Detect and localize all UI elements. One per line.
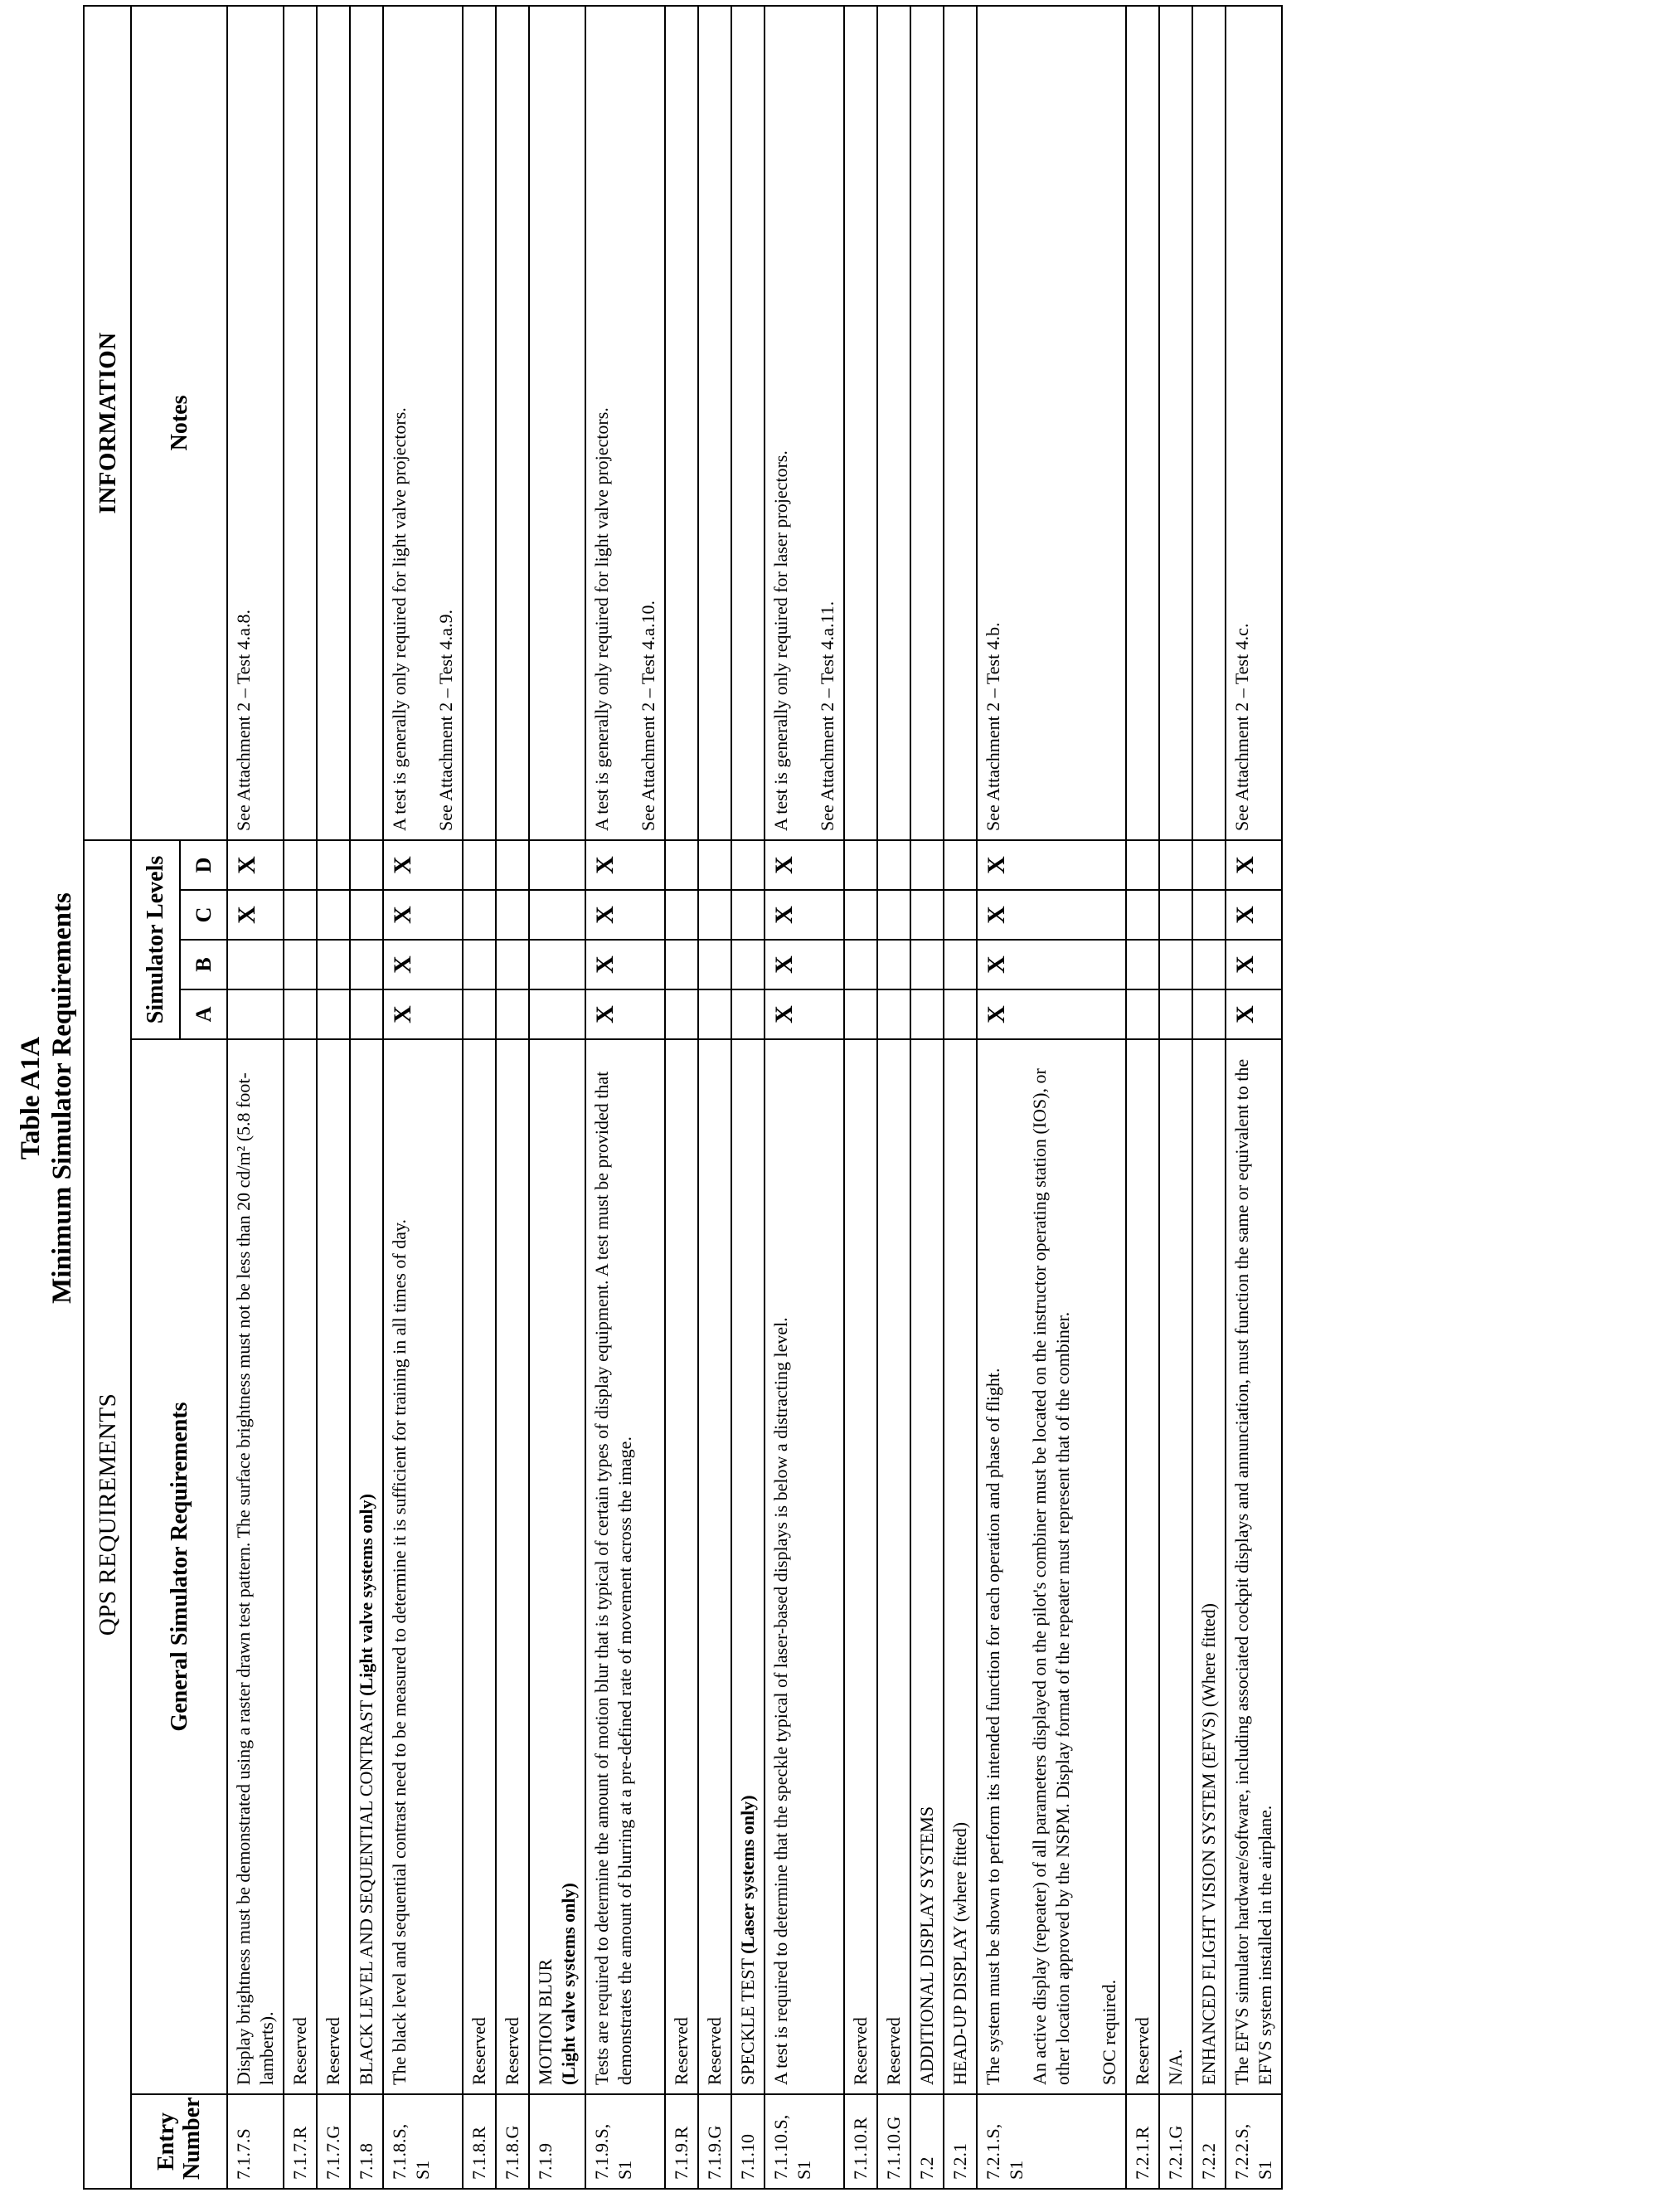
table-row: [529, 6, 585, 2189]
level-c-mark: X: [1226, 890, 1282, 940]
table-row: [227, 6, 284, 2189]
level-c-mark: [1192, 890, 1226, 940]
requirement-cell: [944, 1039, 977, 2094]
level-c-mark: X: [383, 890, 463, 940]
requirement-text: Reserved: [323, 2017, 343, 2085]
table-subtitle: Minimum Simulator Requirements: [47, 892, 77, 1304]
table-row: [910, 6, 944, 2189]
title-block: [13, 7, 78, 2190]
requirement-cell: [585, 1039, 665, 2094]
general-requirements-header: General Simulator Requirements: [131, 1039, 227, 2094]
level-c-mark: X: [765, 890, 844, 940]
level-b-mark: [665, 940, 698, 989]
simulator-levels-header: Simulator Levels: [131, 840, 180, 1039]
notes-cell: [463, 6, 496, 840]
level-a-mark: [1126, 989, 1159, 1039]
requirement-cell: [350, 1039, 383, 2094]
requirement-cell: [529, 1039, 585, 2094]
table-row: [731, 6, 765, 2189]
level-d-mark: [944, 840, 977, 890]
level-b-mark: [910, 940, 944, 989]
table-row: [977, 6, 1126, 2189]
notes-text: A test is generally only required for light valve projectors.: [591, 407, 612, 831]
entry-number-cell: 7.2: [910, 2094, 944, 2189]
level-d-mark: [1192, 840, 1226, 890]
requirement-cell: [1159, 1039, 1192, 2094]
notes-text: A test is generally only required for laser projectors.: [770, 450, 791, 831]
notes-cell: [1226, 6, 1282, 840]
entry-number-cell: 7.1.8.R: [463, 2094, 496, 2189]
level-d-mark: X: [585, 840, 665, 890]
requirement-cell: [731, 1039, 765, 2094]
level-c-mark: [1159, 890, 1192, 940]
requirement-cell: [284, 1039, 317, 2094]
level-b-mark: X: [765, 940, 844, 989]
level-b-mark: X: [977, 940, 1126, 989]
entry-number-cell: 7.1.10: [731, 2094, 765, 2189]
requirement-text: SOC required.: [1099, 1979, 1119, 2085]
level-d-mark: [284, 840, 317, 890]
entry-number-cell: 7.1.7.R: [284, 2094, 317, 2189]
level-c-mark: [910, 890, 944, 940]
level-c-mark: [284, 890, 317, 940]
table-row: [284, 6, 317, 2189]
entry-number-cell: 7.1.8.S, S1: [383, 2094, 463, 2189]
requirement-text: The system must be shown to perform its intended function for each operation and phase of flight.: [983, 1368, 1003, 2085]
qps-requirements-header: QPS REQUIREMENTS: [84, 840, 131, 2189]
level-d-mark: [844, 840, 877, 890]
level-a-mark: [227, 989, 284, 1039]
notes-cell: [944, 6, 977, 840]
level-d-mark: [350, 840, 383, 890]
level-d-mark: [877, 840, 910, 890]
level-d-mark: [910, 840, 944, 890]
level-c-mark: [944, 890, 977, 940]
entry-number-cell: 7.1.9: [529, 2094, 585, 2189]
table-title: Table A1A: [16, 1036, 46, 1160]
requirement-text: A test is required to determine that the speckle typical of laser-based displays is below a distracting level.: [770, 1317, 791, 2085]
requirement-cell: [765, 1039, 844, 2094]
entry-number-cell: 7.1.7.G: [317, 2094, 350, 2189]
level-c-mark: [463, 890, 496, 940]
requirement-text: The EFVS simulator hardware/software, including associated cockpit displays and annunciation, must function the same or equivalent to the EFVS system installed in the airplane.: [1231, 1058, 1275, 2085]
table-row: [844, 6, 877, 2189]
level-b-mark: [350, 940, 383, 989]
notes-cell: [496, 6, 529, 840]
level-a-mark: [529, 989, 585, 1039]
table-row: [463, 6, 496, 2189]
table-row: [496, 6, 529, 2189]
level-b-mark: X: [383, 940, 463, 989]
level-a-mark: [731, 989, 765, 1039]
level-b-mark: X: [585, 940, 665, 989]
requirement-text: (Light valve systems only): [558, 1883, 579, 2085]
level-c-mark: [844, 890, 877, 940]
bold-qualifier: (Laser systems only): [737, 1795, 758, 1954]
level-b-mark: X: [1226, 940, 1282, 989]
notes-text: See Attachment 2 – Test 4.a.8.: [233, 610, 254, 831]
level-b-mark: [731, 940, 765, 989]
notes-text: See Attachment 2 – Test 4.a.11.: [817, 600, 837, 831]
level-a-mark: X: [585, 989, 665, 1039]
entry-number-cell: 7.2.2: [1192, 2094, 1226, 2189]
level-c-mark: [665, 890, 698, 940]
level-b-mark: [317, 940, 350, 989]
notes-text: See Attachment 2 – Test 4.c.: [1231, 623, 1252, 831]
level-c-mark: [877, 890, 910, 940]
requirement-cell: [1126, 1039, 1159, 2094]
table-row: [1192, 6, 1226, 2189]
header-row-top: [84, 6, 131, 2189]
requirement-text: Reserved: [502, 2017, 522, 2085]
notes-text: See Attachment 2 – Test 4.a.9.: [435, 610, 456, 831]
requirement-text: Reserved: [468, 2017, 489, 2085]
level-c-mark: [1126, 890, 1159, 940]
requirement-cell: [844, 1039, 877, 2094]
requirement-text: Reserved: [883, 2017, 904, 2085]
requirement-cell: [496, 1039, 529, 2094]
requirement-cell: [877, 1039, 910, 2094]
level-c-mark: [698, 890, 731, 940]
notes-header: Notes: [131, 6, 227, 840]
level-a-mark: X: [1226, 989, 1282, 1039]
level-d-mark: [1126, 840, 1159, 890]
level-a-mark: [910, 989, 944, 1039]
level-d-mark: X: [765, 840, 844, 890]
requirement-text: An active display (repeater) of all parameters displayed on the pilot's combiner must be located on the instructor operating station (IOS), or other location approved by the NSPM. Display format of the repeater must represent that of the combiner.: [1029, 1068, 1073, 2085]
requirement-cell: [698, 1039, 731, 2094]
level-c-mark: [317, 890, 350, 940]
level-b-mark: [529, 940, 585, 989]
level-b-mark: [1192, 940, 1226, 989]
notes-cell: [665, 6, 698, 840]
level-c-mark: X: [977, 890, 1126, 940]
requirement-cell: [317, 1039, 350, 2094]
level-a-mark: [350, 989, 383, 1039]
level-c-mark: X: [227, 890, 284, 940]
entry-number-cell: 7.1.9.R: [665, 2094, 698, 2189]
entry-number-cell: 7.1.9.G: [698, 2094, 731, 2189]
level-a-mark: [317, 989, 350, 1039]
notes-text: See Attachment 2 – Test 4.a.10.: [638, 600, 658, 831]
bold-qualifier: (Light valve systems only): [356, 1494, 376, 1696]
entry-number-cell: 7.1.7.S: [227, 2094, 284, 2189]
entry-number-cell: 7.2.2.S, S1: [1226, 2094, 1282, 2189]
requirement-text: ENHANCED FLIGHT VISION SYSTEM (EFVS) (Where fitted): [1198, 1603, 1219, 2085]
table-row: [765, 6, 844, 2189]
requirement-text: N/A.: [1165, 2049, 1186, 2085]
level-d-mark: [463, 840, 496, 890]
level-a-mark: [698, 989, 731, 1039]
level-d-mark: [1159, 840, 1192, 890]
entry-number-cell: 7.1.8: [350, 2094, 383, 2189]
level-a-mark: [496, 989, 529, 1039]
level-b-mark: [1159, 940, 1192, 989]
level-d-mark: [698, 840, 731, 890]
level-d-mark: X: [1226, 840, 1282, 890]
level-b-mark: [463, 940, 496, 989]
table-row: [350, 6, 383, 2189]
requirements-table: [83, 5, 1283, 2190]
entry-number-cell: 7.2.1.S, S1: [977, 2094, 1126, 2189]
level-a-mark: X: [977, 989, 1126, 1039]
requirement-text: ADDITIONAL DISPLAY SYSTEMS: [916, 1806, 937, 2085]
entry-number-header: Entry Number: [131, 2094, 227, 2189]
level-a-mark: [665, 989, 698, 1039]
entry-number-cell: 7.2.1: [944, 2094, 977, 2189]
rotated-table-sheet: [16, 7, 1645, 2190]
requirement-cell: [665, 1039, 698, 2094]
requirement-cell: [977, 1039, 1126, 2094]
level-b-mark: [698, 940, 731, 989]
level-a-mark: [1192, 989, 1226, 1039]
level-a-mark: X: [383, 989, 463, 1039]
requirement-text: Display brightness must be demonstrated using a raster drawn test pattern. The surface brightness must not be less than 20 cd/m² (5.8 foot-lamberts).: [233, 1072, 277, 2085]
requirement-text: SPECKLE TEST (Laser systems only): [737, 1795, 758, 2085]
level-a-header: A: [180, 989, 227, 1039]
requirement-text: Reserved: [289, 2017, 310, 2085]
notes-cell: [227, 6, 284, 840]
level-b-mark: [284, 940, 317, 989]
level-d-mark: X: [227, 840, 284, 890]
table-row: [944, 6, 977, 2189]
level-a-mark: [284, 989, 317, 1039]
level-c-mark: [529, 890, 585, 940]
notes-cell: [698, 6, 731, 840]
requirement-cell: [1226, 1039, 1282, 2094]
table-row: [1226, 6, 1282, 2189]
notes-cell: [977, 6, 1126, 840]
notes-cell: [317, 6, 350, 840]
requirement-cell: [910, 1039, 944, 2094]
notes-cell: [284, 6, 317, 840]
level-d-mark: [317, 840, 350, 890]
entry-number-cell: 7.1.8.G: [496, 2094, 529, 2189]
level-b-mark: [877, 940, 910, 989]
level-c-mark: [350, 890, 383, 940]
table-body: [227, 6, 1282, 2189]
notes-text: See Attachment 2 – Test 4.b.: [983, 622, 1003, 831]
level-a-mark: [844, 989, 877, 1039]
level-d-mark: X: [383, 840, 463, 890]
table-row: [383, 6, 463, 2189]
level-b-header: B: [180, 940, 227, 989]
level-d-mark: [731, 840, 765, 890]
table-row: [877, 6, 910, 2189]
requirement-text: Reserved: [704, 2017, 725, 2085]
level-d-header: D: [180, 840, 227, 890]
table-row: [1159, 6, 1192, 2189]
level-c-mark: X: [585, 890, 665, 940]
level-d-mark: [529, 840, 585, 890]
requirement-text: MOTION BLUR: [535, 1958, 556, 2085]
requirement-cell: [383, 1039, 463, 2094]
level-c-mark: [496, 890, 529, 940]
information-header: INFORMATION: [84, 6, 131, 840]
notes-cell: [1126, 6, 1159, 840]
notes-cell: [765, 6, 844, 840]
requirement-cell: [463, 1039, 496, 2094]
entry-number-cell: 7.1.10.R: [844, 2094, 877, 2189]
level-a-mark: [944, 989, 977, 1039]
notes-cell: [350, 6, 383, 840]
header-row-mid: [131, 6, 180, 2189]
requirement-text: Reserved: [671, 2017, 692, 2085]
notes-cell: [910, 6, 944, 840]
entry-number-cell: 7.1.9.S, S1: [585, 2094, 665, 2189]
table-row: [1126, 6, 1159, 2189]
level-b-mark: [496, 940, 529, 989]
notes-cell: [585, 6, 665, 840]
requirement-text: Reserved: [1132, 2017, 1153, 2085]
table-row: [317, 6, 350, 2189]
level-c-mark: [731, 890, 765, 940]
level-b-mark: [944, 940, 977, 989]
entry-number-cell: 7.2.1.R: [1126, 2094, 1159, 2189]
level-b-mark: [227, 940, 284, 989]
level-d-mark: [665, 840, 698, 890]
requirement-text: HEAD-UP DISPLAY (where fitted): [949, 1821, 970, 2085]
notes-cell: [529, 6, 585, 840]
requirement-text: Reserved: [850, 2017, 871, 2085]
notes-cell: [1159, 6, 1192, 840]
notes-cell: [877, 6, 910, 840]
requirement-cell: [227, 1039, 284, 2094]
level-b-mark: [1126, 940, 1159, 989]
entry-number-cell: 7.1.10.S, S1: [765, 2094, 844, 2189]
level-a-mark: [1159, 989, 1192, 1039]
table-row: [698, 6, 731, 2189]
level-d-mark: X: [977, 840, 1126, 890]
requirement-text: BLACK LEVEL AND SEQUENTIAL CONTRAST (Light valve systems only): [356, 1494, 376, 2085]
notes-cell: [383, 6, 463, 840]
notes-cell: [1192, 6, 1226, 840]
requirement-cell: [1192, 1039, 1226, 2094]
notes-cell: [731, 6, 765, 840]
level-a-mark: [877, 989, 910, 1039]
level-d-mark: [496, 840, 529, 890]
level-a-mark: [463, 989, 496, 1039]
level-a-mark: X: [765, 989, 844, 1039]
notes-text: A test is generally only required for light valve projectors.: [389, 407, 410, 831]
requirement-text: The black level and sequential contrast need to be measured to determine it is sufficient for training in all times of day.: [389, 1218, 410, 2085]
entry-number-cell: 7.2.1.G: [1159, 2094, 1192, 2189]
level-c-header: C: [180, 890, 227, 940]
table-row: [665, 6, 698, 2189]
level-b-mark: [844, 940, 877, 989]
entry-number-cell: 7.1.10.G: [877, 2094, 910, 2189]
requirement-text: Tests are required to determine the amount of motion blur that is typical of certain types of display equipment. A test must be provided that demonstrates the amount of blurring at a pre-defined rate of movement across the image.: [591, 1071, 635, 2085]
notes-cell: [844, 6, 877, 840]
table-row: [585, 6, 665, 2189]
